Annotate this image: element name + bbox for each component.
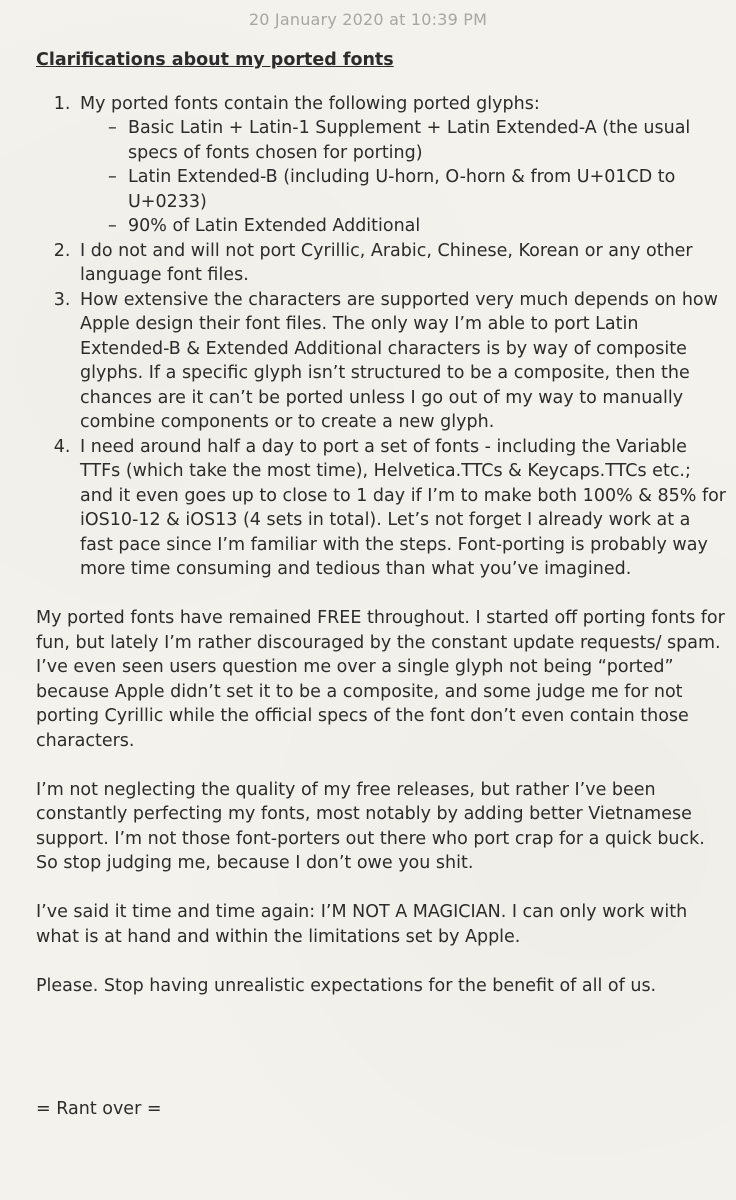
sub-list-item-text: Basic Latin + Latin-1 Supplement + Latin Extended-A (the usual specs of fonts chosen for porting): [128, 118, 691, 163]
sub-list-item: [108, 214, 726, 239]
closing-line: = Rant over =: [36, 1099, 162, 1119]
sub-list-item-text: 90% of Latin Extended Additional: [128, 216, 421, 236]
list-item-text: I need around half a day to port a set of fonts - including the Variable TTFs (which take the most time), Helvetica.TTCs & Keycaps.TTCs etc.; and it even goes up to close to 1 day if I’m to make both 100% & 85% for iOS10-12 & iOS13 (4 sets in total). Let’s not forget I already work at a fast pace since I’m familiar with the steps. Font-porting is probably way more time consuming and tedious than what you’ve imagined.: [80, 436, 727, 579]
note-timestamp: 20 January 2020 at 10:39 PM: [248, 10, 488, 29]
list-item: [76, 288, 726, 435]
dash-bullet: –: [108, 216, 117, 236]
list-item: [76, 435, 726, 582]
paragraph-quality: I’m not neglecting the quality of my free releases, but rather I’ve been constantly perfecting my fonts, most notably by adding better Vietnamese support. I’m not those font-porters out there who port crap for a quick buck. So stop judging me, because I don’t owe you shit.: [36, 779, 705, 873]
list-item-text: I do not and will not port Cyrillic, Arabic, Chinese, Korean or any other language font files.: [80, 240, 693, 285]
note-body[interactable]: [36, 48, 726, 998]
list-item: [76, 239, 726, 288]
list-item: [76, 92, 726, 239]
dash-bullet: –: [108, 167, 117, 187]
paragraph-free-fonts: My ported fonts have remained FREE throughout. I started off porting fonts for fun, but lately I’m rather discouraged by the constant update requests/ spam. I’ve even seen users question me over a single glyph not being “ported” because Apple didn’t set it to be a composite, and some judge me for not porting Cyrillic while the official specs of the font don’t even contain those characters.: [36, 608, 725, 751]
paragraph-magician: I’ve said it time and time again: I’M NOT A MAGICIAN. I can only work with what is at hand and within the limitations set by Apple.: [36, 902, 688, 947]
numbered-list: [36, 92, 726, 582]
sub-list-item: [108, 165, 726, 214]
sub-list: [80, 116, 726, 239]
note-title: Clarifications about my ported fonts: [36, 50, 394, 70]
dash-bullet: –: [108, 118, 117, 138]
sub-list-item: [108, 116, 726, 165]
list-item-text: How extensive the characters are supported very much depends on how Apple design their font files. The only way I’m able to port Latin Extended-B & Extended Additional characters is by way of composite glyphs. If a specific glyph isn’t structured to be a composite, then the chances are it can’t be ported unless I go out of my way to manually combine components or to create a new glyph.: [80, 289, 718, 432]
list-item-text: My ported fonts contain the following ported glyphs:: [80, 93, 540, 114]
paragraph-please: Please. Stop having unrealistic expectations for the benefit of all of us.: [36, 975, 657, 996]
sub-list-item-text: Latin Extended-B (including U-horn, O-horn & from U+01CD to U+0233): [128, 167, 676, 212]
